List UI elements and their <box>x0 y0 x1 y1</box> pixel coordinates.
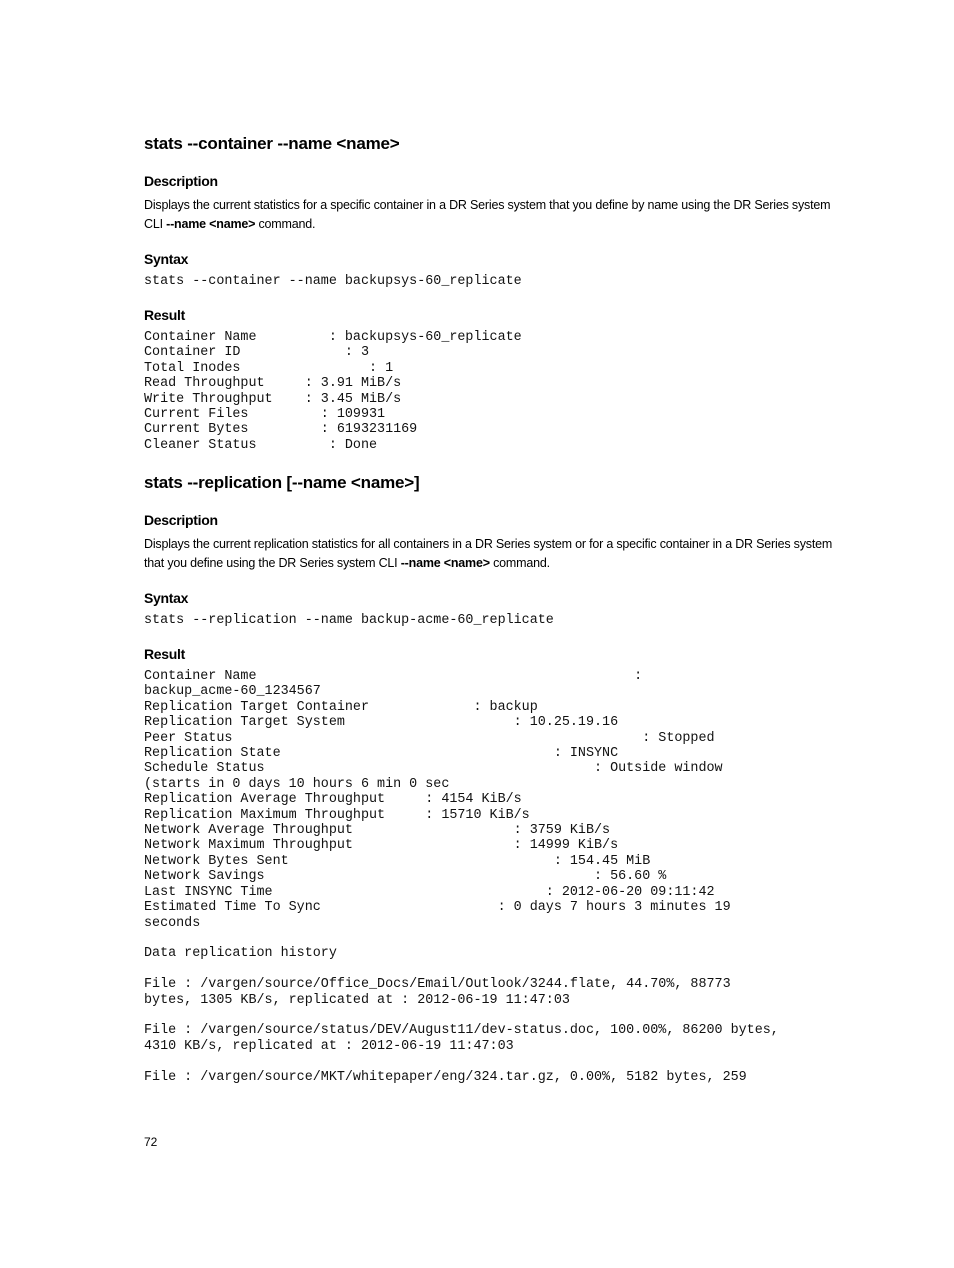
section-heading-stats-replication: stats --replication [--name <name>] <box>144 473 420 492</box>
inline-command: --name <name> <box>400 556 490 570</box>
result-code: Container Name : backup_acme-60_1234567 Replication Target Container : backup Replication Target System : 10.25.19.16 Peer Status : Stopped Replication State : INSYNC Schedule Status : Outside window (starts in 0 days 10 hours 6 min 0 sec Replication Average Throughput : 4154 KiB/s Replication Maximum Throughput : 15710 KiB/s Network Average Throughput : 3759 KiB/s Network Maximum Throughput : 14999 KiB/s Network Bytes Sent : 154.45 MiB Network Savings : 56.60 % Last INSYNC Time : 2012-06-20 09:11:42 Estimated Time To Sync : 0 days 7 hours 3 minutes 19 seconds Data replication history File : /vargen/source/Office_Docs/Email/Outlook/3244.flate, 44.70%, 88773 bytes, 1305 KB/s, replicated at : 2012-06-19 11:47:03 File : /vargen/source/status/DEV/August11/dev-status.doc, 100.00%, 86200 bytes, 4310 KB/s, replicated at : 2012-06-19 11:47:03 File : /vargen/source/MKT/whitepaper/eng/324.tar.gz, 0.00%, 5182 bytes, 259 <box>144 669 779 1085</box>
description-paragraph: Displays the current statistics for a specific container in a DR Series system that you define by name using the DR Series system CLI --name <name> command. <box>144 198 831 231</box>
description-paragraph: Displays the current replication statistics for all containers in a DR Series system or for a specific container in a DR Series system that you define using the DR Series system CLI --name <name> command. <box>144 537 833 570</box>
syntax-code: stats --replication --name backup-acme-60_replicate <box>144 613 554 628</box>
syntax-code: stats --container --name backupsys-60_replicate <box>144 274 522 289</box>
inline-command: --name <name> <box>166 217 256 231</box>
page-number: 72 <box>144 1135 158 1149</box>
syntax-heading: Syntax <box>144 251 189 267</box>
result-code: Container Name : backupsys-60_replicate Container ID : 3 Total Inodes : 1 Read Throughput : 3.91 MiB/s Write Throughput : 3.45 MiB/s Current Files : 109931 Current Bytes : 6193231169 Cleaner Status : Done <box>144 330 522 453</box>
description-heading: Description <box>144 173 218 189</box>
section-heading-stats-container: stats --container --name <name> <box>144 134 400 153</box>
result-heading: Result <box>144 646 185 662</box>
result-heading: Result <box>144 307 185 323</box>
description-heading: Description <box>144 512 218 528</box>
syntax-heading: Syntax <box>144 590 189 606</box>
